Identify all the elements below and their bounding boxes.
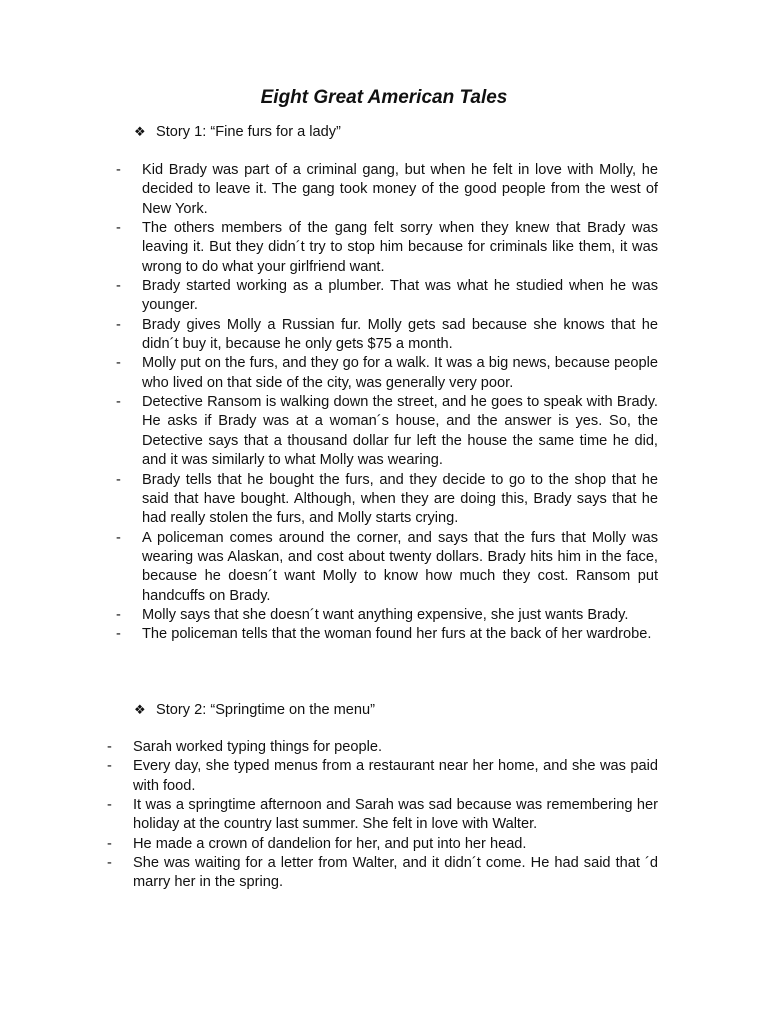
story1-heading (134, 122, 341, 142)
list-item-text: Kid Brady was part of a criminal gang, but when he felt in love with Molly, he decided to leave it. The gang took money of the good people from the west of New York. (142, 162, 658, 217)
list-item-text: Brady gives Molly a Russian fur. Molly gets sad because she knows that he didn´t buy it, because he only gets $75 a month. (142, 316, 658, 353)
list-item (116, 471, 658, 529)
list-item (107, 738, 658, 757)
list-item-text: The others members of the gang felt sorry when they knew that Brady was leaving it. But they didn´t try to stop him because for criminals like them, it was wrong to do what your girlfriend want. (142, 220, 658, 275)
list-item (107, 835, 658, 854)
dash-bullet: - (116, 394, 121, 411)
list-item (116, 529, 658, 606)
dash-bullet: - (107, 739, 112, 755)
list-item (107, 757, 658, 796)
dash-bullet: - (116, 220, 121, 237)
list-item (116, 316, 658, 355)
diamond-bullet-icon: ❖ (134, 124, 146, 139)
list-item (107, 854, 658, 893)
story2-list (107, 738, 658, 893)
list-item (116, 277, 658, 316)
list-item (116, 606, 658, 625)
dash-bullet: - (107, 758, 112, 775)
list-item-text: Brady tells that he bought the furs, and they decide to go to the shop that he said that have bought. Although, when they are doing this, Brady says that he had really stolen the furs, and Molly starts crying. (142, 471, 658, 527)
dash-bullet: - (116, 606, 121, 623)
dash-bullet: - (116, 471, 121, 488)
dash-bullet: - (107, 835, 112, 852)
list-item-text: Molly says that she doesn´t want anything expensive, she just wants Brady. (142, 606, 629, 623)
list-item-text: The policeman tells that the woman found her furs at the back of her wardrobe. (142, 626, 652, 643)
diamond-bullet-icon: ❖ (134, 702, 146, 717)
list-item-text: He made a crown of dandelion for her, and put into her head. (133, 835, 527, 852)
story1-list (116, 161, 658, 645)
dash-bullet: - (116, 162, 121, 178)
list-item (107, 796, 658, 835)
list-item-text: Every day, she typed menus from a restaurant near her home, and she was paid with food. (133, 758, 658, 794)
dash-bullet: - (116, 626, 121, 643)
dash-bullet: - (107, 797, 112, 814)
list-item (116, 161, 658, 219)
document-title: Eight Great American Tales (260, 87, 508, 108)
dash-bullet: - (116, 529, 121, 546)
list-item-text: Molly put on the furs, and they go for a walk. It was a big news, because people who lived on that side of the city, was generally very poor. (142, 355, 658, 391)
dash-bullet: - (116, 355, 121, 372)
list-item-text: It was a springtime afternoon and Sarah was sad because was remembering her holiday at the country last summer. She felt in love with Walter. (133, 797, 658, 833)
list-item (116, 393, 658, 470)
list-item (116, 219, 658, 277)
dash-bullet: - (116, 316, 121, 333)
dash-bullet: - (116, 278, 121, 295)
story2-heading (134, 700, 375, 720)
list-item (116, 354, 658, 393)
list-item-text: Sarah worked typing things for people. (133, 739, 383, 755)
list-item-text: Brady started working as a plumber. That was what he studied when he was younger. (142, 278, 658, 314)
list-item (116, 625, 658, 644)
list-item-text: She was waiting for a letter from Walter, and it didn´t come. He had said that ´d marry her in the spring. (133, 855, 658, 891)
story1-heading-text: Story 1: “Fine furs for a lady” (156, 124, 341, 140)
story2-heading-text: Story 2: “Springtime on the menu” (156, 702, 376, 718)
list-item-text: A policeman comes around the corner, and says that the furs that Molly was wearing was Alaskan, and cost about twenty dollars. Brady hits him in the face, because he doesn´t want Molly to know how much they cost. Ransom put handcuffs on Brady. (142, 529, 658, 604)
dash-bullet: - (107, 855, 112, 872)
list-item-text: Detective Ransom is walking down the street, and he goes to speak with Brady. He asks if Brady was at a woman´s house, and the answer is yes. So, the Detective says that a thousand dollar fur left the house the same time he did, and it was similarly to what Molly was wearing. (142, 394, 658, 469)
